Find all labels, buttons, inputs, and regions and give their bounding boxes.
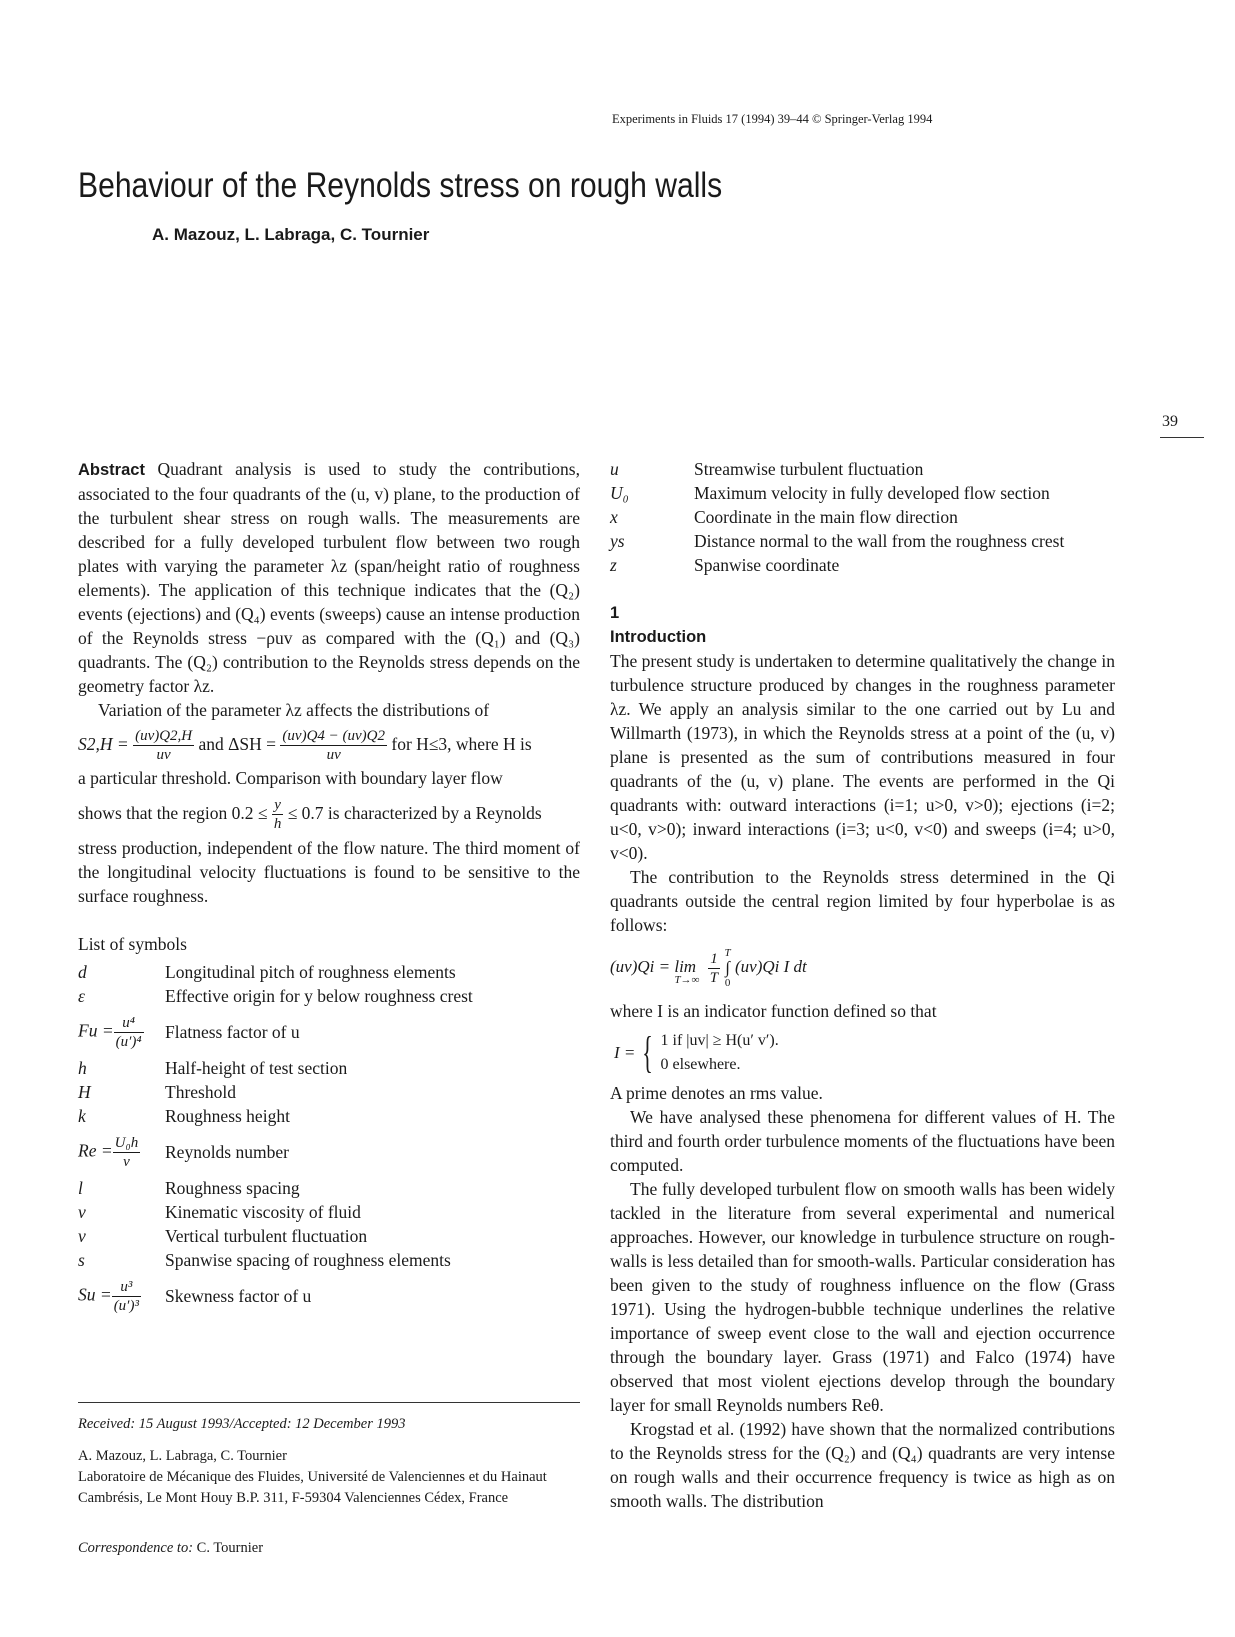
- paper-title: Behaviour of the Reynolds stress on rough walls: [78, 166, 723, 205]
- symbols-left-body: [78, 960, 473, 1320]
- left-column: [78, 457, 580, 1320]
- symbol-name: Fu =: [78, 1020, 114, 1041]
- y-over-h-fraction: [272, 796, 284, 833]
- eq1-limit-sub: T→∞: [674, 974, 700, 986]
- eq2-case-2: 0 elsewhere.: [660, 1056, 741, 1073]
- symbol-cell: [78, 1176, 165, 1200]
- symbol-description: Spanwise spacing of roughness elements: [165, 1250, 451, 1270]
- correspondence-name: C. Tournier: [193, 1540, 264, 1556]
- eq1-integral: [725, 947, 731, 989]
- region-text-a: shows that the region 0.2 ≤: [78, 803, 272, 823]
- integral-icon: ∫: [725, 958, 730, 977]
- symbol-description: Roughness height: [165, 1106, 290, 1126]
- symbol-cell: [610, 553, 694, 577]
- symbol-fraction-num: u⁴: [114, 1014, 144, 1033]
- section-number: 1: [610, 604, 620, 622]
- delta-s-fraction: [280, 727, 387, 764]
- symbol-name: ε: [78, 986, 85, 1006]
- symbol-fraction: [112, 1278, 141, 1315]
- symbol-name: u: [610, 459, 619, 479]
- symbol-row: [78, 1008, 473, 1056]
- symbol-fraction-num: u³: [112, 1278, 141, 1297]
- symbol-cell: [78, 1056, 165, 1080]
- symbol-description: Longitudinal pitch of roughness elements: [165, 962, 456, 982]
- symbol-row: [610, 457, 1064, 481]
- intro-paragraph-2: The contribution to the Reynolds stress determined in the Qi quadrants outside the central region limited by four hyperbolae is as follows:: [610, 867, 1115, 935]
- symbol-fraction-den: (u′)⁴: [115, 1033, 142, 1050]
- symbol-name: s: [78, 1250, 85, 1270]
- symbol-description: Effective origin for y below roughness crest: [165, 986, 473, 1006]
- symbol-description: Spanwise coordinate: [694, 555, 840, 575]
- delta-s-numerator: (uv)Q4 − (uv)Q2: [282, 728, 386, 745]
- eq1-rhs: (uv)Qi I dt: [735, 957, 807, 977]
- symbol-row: [78, 1080, 473, 1104]
- symbol-row: [610, 481, 1064, 505]
- journal-citation: Experiments in Fluids 17 (1994) 39–44 © Springer-Verlag 1994: [612, 112, 933, 126]
- symbol-description: Flatness factor of u: [165, 1022, 300, 1042]
- symbol-row: [78, 984, 473, 1008]
- abstract-region-line: [78, 790, 580, 836]
- delta-s-denominator: uv: [326, 747, 341, 764]
- affiliation-names: A. Mazouz, L. Labraga, C. Tournier: [78, 1448, 287, 1464]
- symbol-cell: [610, 505, 694, 529]
- footnote-rule: [78, 1402, 580, 1403]
- eq2-case-1: 1 if |uv| ≥ H(u′ v′).: [660, 1032, 779, 1049]
- section-heading: Introduction: [610, 628, 707, 646]
- symbol-cell: [610, 481, 694, 505]
- symbol-name: d: [78, 962, 87, 982]
- symbol-name: v: [78, 1226, 86, 1246]
- symbols-table-right: [610, 457, 1064, 577]
- abstract-paragraph-2b: a particular threshold. Comparison with boundary layer flow: [78, 768, 503, 788]
- symbol-cell: [78, 1200, 165, 1224]
- intro-paragraph-7: Krogstad et al. (1992) have shown that the normalized contributions to the Reynolds stress for the (Q₂) and (Q₄) quadrants are very intense on rough walls and their occurrence frequency is twice as high as on smooth walls. The distribution: [610, 1419, 1115, 1511]
- abstract-paragraph-2a: Variation of the parameter λz affects the distributions of: [98, 700, 490, 720]
- symbol-name: x: [610, 507, 618, 527]
- abstract-paragraph-2c: stress production, independent of the flow nature. The third moment of the longitudinal velocity fluctuations is found to be sensitive to the surface roughness.: [78, 838, 580, 906]
- correspondence-label: Correspondence to:: [78, 1540, 194, 1556]
- symbol-name: ys: [610, 531, 625, 551]
- symbol-name: ν: [78, 1202, 86, 1222]
- correspondence: [78, 1538, 580, 1559]
- symbol-fraction-den: ν: [123, 1153, 130, 1170]
- page-number: 39: [1162, 413, 1178, 430]
- symbol-description: Skewness factor of u: [165, 1286, 312, 1306]
- eq1-lhs: (uv)Qi = lim: [610, 957, 697, 977]
- symbol-description: Maximum velocity in fully developed flow section: [694, 483, 1050, 503]
- symbol-name: k: [78, 1106, 86, 1126]
- affiliation-address: Laboratoire de Mécanique des Fluides, Université de Valenciennes et du Hainaut Cambrésis, Le Mont Houy B.P. 311, F-59304 Valenciennes Cédex, France: [78, 1469, 547, 1506]
- symbol-name: h: [78, 1058, 87, 1078]
- symbol-name: z: [610, 555, 617, 575]
- abstract-heading: Abstract: [78, 461, 145, 479]
- symbol-cell: [78, 960, 165, 984]
- intro-paragraph-4: A prime denotes an rms value.: [610, 1083, 823, 1103]
- symbol-row: [78, 1176, 473, 1200]
- symbol-row: [78, 1128, 473, 1176]
- symbol-row: [78, 1056, 473, 1080]
- symbol-row: [610, 529, 1064, 553]
- s2h-fraction: [133, 727, 194, 764]
- region-text-b: ≤ 0.7 is characterized by a Reynolds: [283, 803, 542, 823]
- delta-s-label: and ΔSH =: [194, 734, 277, 754]
- symbol-description: Distance normal to the wall from the roughness crest: [694, 531, 1065, 551]
- symbol-cell: [78, 1248, 165, 1272]
- page-number-rule: [1160, 437, 1204, 438]
- affiliation-block: [78, 1446, 580, 1509]
- symbol-cell: [78, 1224, 165, 1248]
- s2h-label: S2,H =: [78, 734, 129, 754]
- y-numerator: y: [272, 796, 284, 815]
- symbol-cell: [610, 529, 694, 553]
- symbol-description: Reynolds number: [165, 1142, 289, 1162]
- symbol-description: Roughness spacing: [165, 1178, 300, 1198]
- symbol-name: U₀: [610, 483, 629, 503]
- threshold-text: for H≤3, where H is: [387, 734, 532, 754]
- symbol-description: Vertical turbulent fluctuation: [165, 1226, 368, 1246]
- symbols-heading: List of symbols: [78, 934, 187, 954]
- intro-paragraph-3: where I is an indicator function defined so that: [610, 1001, 937, 1021]
- symbol-name: H: [78, 1082, 91, 1102]
- symbol-description: Coordinate in the main flow direction: [694, 507, 958, 527]
- symbol-fraction: [113, 1134, 141, 1171]
- eq2-lhs: I =: [614, 1043, 636, 1062]
- intro-paragraph-1: The present study is undertaken to determine qualitatively the change in turbulence structure produced by changes in the roughness parameter λz. We apply an analysis similar to the one carried out by Lu and Willmarth (1973), in which the Reynolds stress at a point of the (u, v) plane is presented as the sum of contributions measured in four quadrants of the (u, v) plane. The events are performed in the Qi quadrants with: outward interactions (i=1; u>0, v>0); ejections (i=2; u<0, v>0); inward interactions (i=3; u<0, v<0) and sweeps (i=4; u>0, v<0).: [610, 651, 1115, 863]
- symbols-right-body: [610, 457, 1064, 577]
- eq1-int-bottom: 0: [724, 977, 731, 989]
- symbol-row: [78, 1248, 473, 1272]
- brace-icon: {: [642, 1028, 654, 1077]
- h-denominator: h: [273, 816, 282, 833]
- author-list: A. Mazouz, L. Labraga, C. Tournier: [152, 225, 430, 244]
- eq2-cases: [661, 1029, 779, 1077]
- eq1-int-top: T: [724, 947, 731, 959]
- symbol-cell: [78, 1128, 165, 1176]
- abstract-text-1: Quadrant analysis is used to study the contributions, associated to the four quadrants of the (u, v) plane, to the production of the turbulent shear stress on rough walls. The measurements are described for a fully developed turbulent flow between two rough plates with varying the parameter λz (span/height ratio of roughness elements). The application of this technique indicates that the (Q₂) events (ejections) and (Q₄) events (sweeps) cause an intense production of the Reynolds stress −ρuv as compared with the (Q₁) and (Q₃) quadrants. The (Q₂) contribution to the Reynolds stress depends on the geometry factor λz.: [78, 459, 580, 696]
- abstract-paragraph-1: [78, 457, 580, 698]
- symbol-row: [78, 960, 473, 984]
- symbol-name: Re =: [78, 1140, 113, 1161]
- symbol-fraction-num: U₀h: [114, 1134, 139, 1151]
- symbol-name: Su =: [78, 1284, 112, 1305]
- symbol-row: [78, 1224, 473, 1248]
- symbol-cell: [610, 457, 694, 481]
- symbol-cell: [78, 984, 165, 1008]
- symbol-row: [78, 1272, 473, 1320]
- abstract-formula-line: [78, 722, 580, 766]
- received-dates: Received: 15 August 1993/Accepted: 12 December 1993: [78, 1416, 406, 1432]
- equation-1: [610, 947, 1115, 989]
- right-column: [610, 457, 1115, 1513]
- symbol-row: [610, 553, 1064, 577]
- symbols-table-left: [78, 960, 473, 1320]
- s2h-denominator: uv: [156, 747, 171, 764]
- eq1-fraction-den: T: [709, 969, 719, 986]
- symbol-row: [78, 1104, 473, 1128]
- symbol-cell: [78, 1104, 165, 1128]
- symbol-description: Half-height of test section: [165, 1058, 348, 1078]
- symbol-description: Kinematic viscosity of fluid: [165, 1202, 361, 1222]
- symbol-description: Threshold: [165, 1082, 236, 1102]
- s2h-numerator: (uv)Q2,H: [135, 728, 193, 745]
- symbol-row: [610, 505, 1064, 529]
- symbol-cell: [78, 1272, 165, 1320]
- eq1-fraction: [708, 950, 720, 987]
- equation-2: [610, 1029, 1115, 1077]
- symbol-name: l: [78, 1178, 83, 1198]
- eq1-fraction-num: 1: [708, 950, 720, 969]
- symbol-cell: [78, 1008, 165, 1056]
- symbol-row: [78, 1200, 473, 1224]
- intro-paragraph-5: We have analysed these phenomena for different values of H. The third and fourth order turbulence moments of the fluctuations have been computed.: [610, 1107, 1115, 1175]
- symbol-fraction: [114, 1014, 144, 1051]
- symbol-cell: [78, 1080, 165, 1104]
- intro-paragraph-6: The fully developed turbulent flow on smooth walls has been widely tackled in the literature from several experimental and numerical approaches. However, our knowledge in turbulence structure on rough-walls is less detailed than for smooth-walls. Particular consideration has been given to the study of roughness influence on the flow (Grass 1971). Using the hydrogen-bubble technique underlines the relative importance of sweep event close to the wall and ejection occurrence through the boundary layer. Grass (1971) and Falco (1974) have observed that most violent ejections develop through the boundary layer for small Reynolds numbers Reθ.: [610, 1179, 1115, 1415]
- symbol-fraction-den: (u′)³: [113, 1297, 139, 1314]
- symbol-description: Streamwise turbulent fluctuation: [694, 459, 924, 479]
